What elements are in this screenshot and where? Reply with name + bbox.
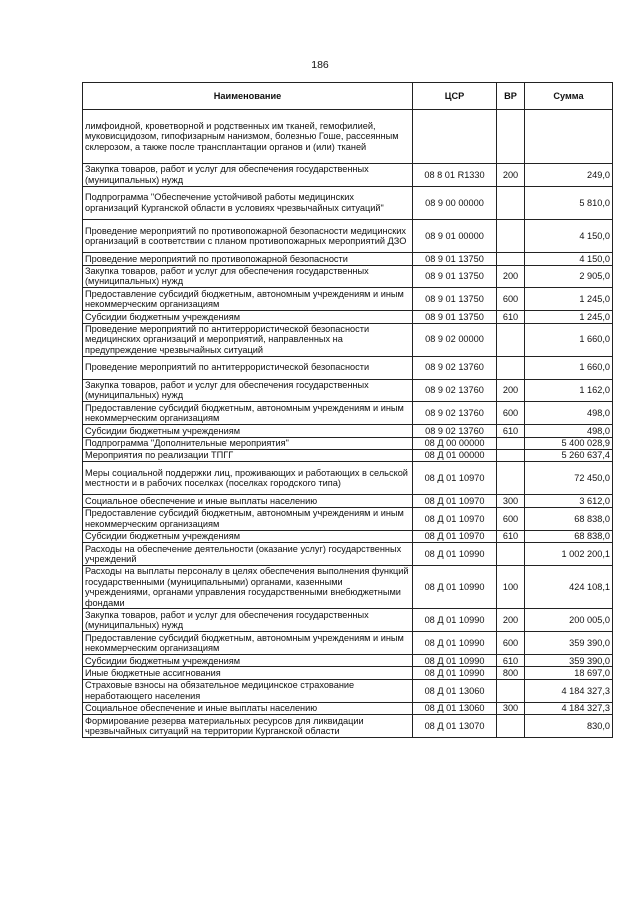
row-vr-cell: 200 (497, 609, 525, 632)
table-row (83, 449, 613, 461)
row-vr-cell: 610 (497, 530, 525, 542)
table-row (83, 679, 613, 702)
row-csr-cell: 08 9 02 13760 (413, 425, 497, 437)
row-vr-cell: 200 (497, 265, 525, 288)
row-name-cell: Страховые взносы на обязательное медицинское страхование неработающего населения (83, 679, 413, 702)
row-csr-cell: 08 Д 01 13070 (413, 715, 497, 738)
table-row (83, 402, 613, 425)
row-name-cell: лимфоидной, кроветворной и родственных им тканей, гемофилией, муковисцидозом, гипофизарным нанизмом, болезнью Гоше, рассеянным склерозом, а также после трансплантации органов и (или) тканей (83, 110, 413, 164)
table-row (83, 565, 613, 609)
row-csr-cell: 08 9 01 13750 (413, 253, 497, 265)
table-row (83, 462, 613, 495)
row-csr-cell: 08 Д 01 00000 (413, 449, 497, 461)
row-sum-cell: 4 184 327,3 (525, 702, 613, 714)
table-row (83, 495, 613, 507)
row-sum-cell: 5 260 637,4 (525, 449, 613, 461)
row-name-cell: Мероприятия по реализации ТПГГ (83, 449, 413, 461)
row-sum-cell: 1 660,0 (525, 356, 613, 379)
row-sum-cell: 498,0 (525, 402, 613, 425)
row-csr-cell: 08 Д 00 00000 (413, 437, 497, 449)
row-csr-cell: 08 9 01 13750 (413, 265, 497, 288)
row-csr-cell: 08 Д 01 10970 (413, 507, 497, 530)
row-vr-cell: 610 (497, 655, 525, 667)
table-row (83, 265, 613, 288)
row-name-cell: Закупка товаров, работ и услуг для обеспечения государственных (муниципальных) нужд (83, 164, 413, 187)
row-name-cell: Предоставление субсидий бюджетным, автономным учреждениям и иным некоммерческим организациям (83, 288, 413, 311)
row-csr-cell: 08 8 01 R1330 (413, 164, 497, 187)
row-vr-cell (497, 323, 525, 356)
row-sum-cell (525, 110, 613, 164)
row-vr-cell (497, 110, 525, 164)
row-csr-cell: 08 9 02 13760 (413, 379, 497, 402)
table-row (83, 253, 613, 265)
row-vr-cell: 300 (497, 495, 525, 507)
row-name-cell: Социальное обеспечение и иные выплаты населению (83, 702, 413, 714)
row-name-cell: Расходы на выплаты персоналу в целях обеспечения выполнения функций государственными (муниципальными) органами, казенными учреждениями, органами управления государственными внебюджетными фондами (83, 565, 413, 609)
table-row (83, 288, 613, 311)
table-row (83, 543, 613, 566)
row-name-cell: Закупка товаров, работ и услуг для обеспечения государственных (муниципальных) нужд (83, 609, 413, 632)
row-sum-cell: 2 905,0 (525, 265, 613, 288)
row-vr-cell (497, 356, 525, 379)
table-row (83, 425, 613, 437)
row-sum-cell: 1 245,0 (525, 311, 613, 323)
table-row (83, 632, 613, 655)
row-vr-cell: 600 (497, 632, 525, 655)
table-row (83, 110, 613, 164)
row-vr-cell (497, 543, 525, 566)
row-sum-cell: 1 245,0 (525, 288, 613, 311)
row-vr-cell (497, 715, 525, 738)
row-csr-cell (413, 110, 497, 164)
row-vr-cell (497, 462, 525, 495)
row-name-cell: Проведение мероприятий по противопожарной безопасности медицинских организаций в соответствии с планом противопожарных мероприятий ДЗО (83, 219, 413, 252)
row-csr-cell: 08 Д 01 13060 (413, 702, 497, 714)
row-name-cell: Закупка товаров, работ и услуг для обеспечения государственных (муниципальных) нужд (83, 265, 413, 288)
row-sum-cell: 68 838,0 (525, 507, 613, 530)
row-vr-cell: 600 (497, 507, 525, 530)
row-sum-cell: 249,0 (525, 164, 613, 187)
table-row (83, 702, 613, 714)
table-row (83, 667, 613, 679)
row-sum-cell: 498,0 (525, 425, 613, 437)
header-csr: ЦСР (413, 83, 497, 110)
header-vr: ВР (497, 83, 525, 110)
row-name-cell: Субсидии бюджетным учреждениям (83, 425, 413, 437)
table-row (83, 311, 613, 323)
header-sum: Сумма (525, 83, 613, 110)
row-name-cell: Закупка товаров, работ и услуг для обеспечения государственных (муниципальных) нужд (83, 379, 413, 402)
row-sum-cell: 359 390,0 (525, 655, 613, 667)
row-sum-cell: 4 150,0 (525, 219, 613, 252)
table-header-row (83, 83, 613, 110)
table-row (83, 437, 613, 449)
table-row (83, 530, 613, 542)
row-vr-cell: 800 (497, 667, 525, 679)
row-name-cell: Иные бюджетные ассигнования (83, 667, 413, 679)
row-sum-cell: 68 838,0 (525, 530, 613, 542)
row-sum-cell: 1 002 200,1 (525, 543, 613, 566)
row-vr-cell: 610 (497, 311, 525, 323)
table-row (83, 186, 613, 219)
row-csr-cell: 08 9 02 13760 (413, 356, 497, 379)
row-csr-cell: 08 9 02 13760 (413, 402, 497, 425)
row-name-cell: Субсидии бюджетным учреждениям (83, 530, 413, 542)
row-sum-cell: 18 697,0 (525, 667, 613, 679)
row-name-cell: Расходы на обеспечение деятельности (оказание услуг) государственных учреждений (83, 543, 413, 566)
row-csr-cell: 08 9 00 00000 (413, 186, 497, 219)
row-name-cell: Предоставление субсидий бюджетным, автономным учреждениям и иным некоммерческим организациям (83, 507, 413, 530)
row-csr-cell: 08 Д 01 10990 (413, 609, 497, 632)
row-csr-cell: 08 Д 01 10990 (413, 565, 497, 609)
row-sum-cell: 424 108,1 (525, 565, 613, 609)
budget-table (82, 82, 613, 738)
table-row (83, 164, 613, 187)
row-csr-cell: 08 9 01 13750 (413, 311, 497, 323)
table-row (83, 379, 613, 402)
row-name-cell: Проведение мероприятий по противопожарной безопасности (83, 253, 413, 265)
row-name-cell: Социальное обеспечение и иные выплаты населению (83, 495, 413, 507)
row-csr-cell: 08 Д 01 10990 (413, 667, 497, 679)
row-name-cell: Меры социальной поддержки лиц, проживающих и работающих в сельской местности и в рабочих поселках (поселках городского типа) (83, 462, 413, 495)
row-vr-cell (497, 186, 525, 219)
row-name-cell: Подпрограмма "Обеспечение устойчивой работы медицинских организаций Курганской области в условиях чрезвычайных ситуаций" (83, 186, 413, 219)
row-name-cell: Проведение мероприятий по антитеррористической безопасности медицинских организаций и мероприятий, направленных на предупреждение чрезвычайных ситуаций (83, 323, 413, 356)
table-row (83, 609, 613, 632)
row-csr-cell: 08 9 01 13750 (413, 288, 497, 311)
row-csr-cell: 08 Д 01 10990 (413, 632, 497, 655)
table-row (83, 655, 613, 667)
row-csr-cell: 08 Д 01 10990 (413, 543, 497, 566)
row-sum-cell: 359 390,0 (525, 632, 613, 655)
row-name-cell: Предоставление субсидий бюджетным, автономным учреждениям и иным некоммерческим организациям (83, 402, 413, 425)
row-sum-cell: 200 005,0 (525, 609, 613, 632)
table-body (83, 110, 613, 738)
row-vr-cell (497, 449, 525, 461)
table-row (83, 507, 613, 530)
row-csr-cell: 08 Д 01 10970 (413, 462, 497, 495)
row-name-cell: Подпрограмма "Дополнительные мероприятия" (83, 437, 413, 449)
row-vr-cell: 200 (497, 379, 525, 402)
row-csr-cell: 08 9 01 00000 (413, 219, 497, 252)
row-vr-cell: 600 (497, 402, 525, 425)
row-sum-cell: 3 612,0 (525, 495, 613, 507)
row-sum-cell: 1 660,0 (525, 323, 613, 356)
row-sum-cell: 830,0 (525, 715, 613, 738)
row-csr-cell: 08 Д 01 10990 (413, 655, 497, 667)
header-name: Наименование (83, 83, 413, 110)
table-row (83, 715, 613, 738)
row-vr-cell: 200 (497, 164, 525, 187)
row-vr-cell (497, 253, 525, 265)
row-csr-cell: 08 9 02 00000 (413, 323, 497, 356)
row-sum-cell: 72 450,0 (525, 462, 613, 495)
row-vr-cell: 300 (497, 702, 525, 714)
row-vr-cell (497, 679, 525, 702)
row-name-cell: Формирование резерва материальных ресурсов для ликвидации чрезвычайных ситуаций на территории Курганской области (83, 715, 413, 738)
row-name-cell: Проведение мероприятий по антитеррористической безопасности (83, 356, 413, 379)
table-row (83, 356, 613, 379)
row-sum-cell: 1 162,0 (525, 379, 613, 402)
page-number: 186 (311, 59, 329, 71)
row-name-cell: Предоставление субсидий бюджетным, автономным учреждениям и иным некоммерческим организациям (83, 632, 413, 655)
row-csr-cell: 08 Д 01 10970 (413, 530, 497, 542)
row-vr-cell (497, 437, 525, 449)
row-vr-cell (497, 219, 525, 252)
row-csr-cell: 08 Д 01 10970 (413, 495, 497, 507)
row-vr-cell: 610 (497, 425, 525, 437)
table-row (83, 219, 613, 252)
row-vr-cell: 100 (497, 565, 525, 609)
row-sum-cell: 5 400 028,9 (525, 437, 613, 449)
row-sum-cell: 5 810,0 (525, 186, 613, 219)
row-csr-cell: 08 Д 01 13060 (413, 679, 497, 702)
row-sum-cell: 4 150,0 (525, 253, 613, 265)
table-row (83, 323, 613, 356)
row-name-cell: Субсидии бюджетным учреждениям (83, 311, 413, 323)
row-vr-cell: 600 (497, 288, 525, 311)
row-name-cell: Субсидии бюджетным учреждениям (83, 655, 413, 667)
row-sum-cell: 4 184 327,3 (525, 679, 613, 702)
